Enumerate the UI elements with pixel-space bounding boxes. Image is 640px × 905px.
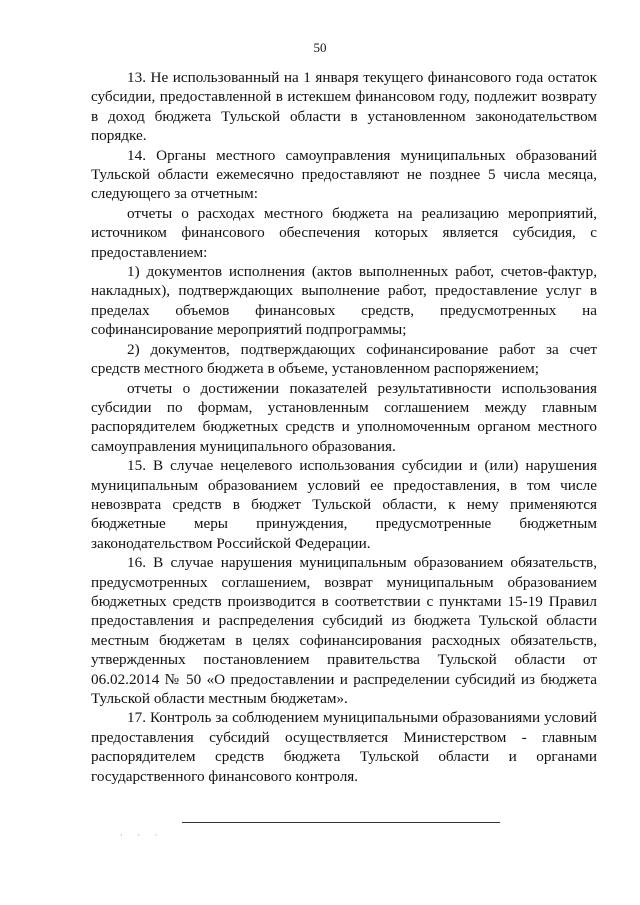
closing-rule <box>182 822 500 823</box>
paragraph-16: 16. В случае нарушения муниципальным образованием обязательств, предусмотренных соглашением, возврат муниципальным образованием бюджетных средств производится в соответствии с пунктами 15-19 Правил предоставления и распределения субсидий из бюджета Тульской области местным бюджетам в целях софинансирования расходных обязательств, утвержденных постановлением правительства Тульской области от 06.02.2014 № 50 «О предоставлении и распределении субсидий из бюджета Тульской области местным бюджетам». <box>91 554 597 707</box>
paragraph-reports-indicators: отчеты о достижении показателей результативности использования субсидии по формам, установленным соглашением между главным распорядителем бюджетных средств и уполномоченным органом местного самоуправления муниципального образования. <box>91 379 597 455</box>
paragraph-item-1: 1) документов исполнения (актов выполненных работ, счетов-фактур, накладных), подтверждающих выполнение работ, предоставление услуг в пределах объемов финансовых средств, предусмотренных на софинансирование мероприятий подпрограммы; <box>91 263 597 339</box>
paragraph-13: 13. Не использованный на 1 января текущего финансового года остаток субсидии, предоставленной в истекшем финансовом году, подлежит возврату в доход бюджета Тульской области в установленном законодательством порядке. <box>91 69 597 145</box>
paragraph-14: 14. Органы местного самоуправления муниципальных образований Тульской области ежемесячно предоставляют не позднее 5 числа месяца, следующего за отчетным: <box>91 146 597 203</box>
paragraph-reports-expenses: отчеты о расходах местного бюджета на реализацию мероприятий, источником финансового обеспечения которых является субсидия, с предоставлением: <box>91 204 597 261</box>
page-number: 50 <box>313 40 327 55</box>
document-body <box>91 68 597 786</box>
scan-specks: · · · <box>120 830 164 840</box>
paragraph-17: 17. Контроль за соблюдением муниципальными образованиями условий предоставления субсидий осуществляется Министерством - главным распорядителем средств бюджета Тульской области и органами государственного финансового контроля. <box>91 709 597 785</box>
paragraph-item-2: 2) документов, подтверждающих софинансирование работ за счет средств местного бюджета в объеме, установленном распоряжением; <box>91 340 597 378</box>
paragraph-15: 15. В случае нецелевого использования субсидии и (или) нарушения муниципальным образованием условий ее предоставления, в том числе невозврата средств в бюджет Тульской области, к нему применяются бюджетные меры принуждения, предусмотренные бюджетным законодательством Российской Федерации. <box>91 457 597 552</box>
